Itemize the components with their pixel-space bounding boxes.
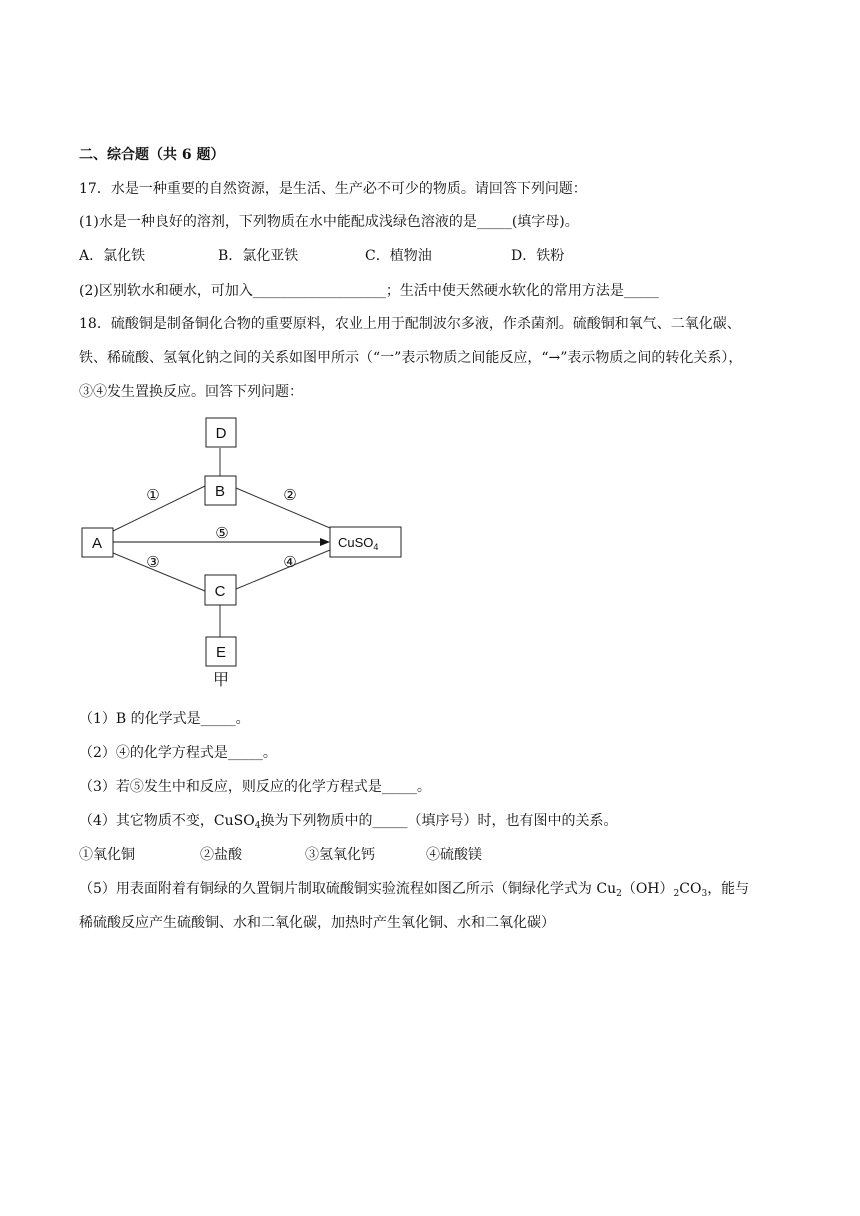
edge-label-1: ① (146, 487, 160, 504)
q18-sub5-subscript-2: 2 (673, 889, 680, 899)
node-d-label: D (215, 425, 227, 442)
q17-option-d: D．铁粉 (511, 248, 565, 264)
q18-sub4-post: 换为下列物质中的_____（填序号）时，也有图中的关系。 (260, 813, 618, 829)
q18-sub5-subscript-1: 2 (616, 889, 622, 899)
node-e (206, 637, 236, 666)
q18-option-2: ②盐酸 (200, 847, 242, 863)
node-d (206, 418, 236, 447)
q18-option-3: ③氢氧化钙 (305, 847, 375, 863)
q17-part1: (1)水是一种良好的溶剂，下列物质在水中能配成浅绿色溶液的是_____(填字母)。 (79, 214, 579, 230)
edge-label-2: ② (283, 487, 297, 504)
q18-sub5-post: CO (679, 881, 702, 897)
q18-sub3: （3）若⑤发生中和反应，则反应的化学方程式是_____。 (79, 779, 431, 795)
q18-option-1: ①氧化铜 (79, 847, 135, 863)
q18-sub4-pre: （4）其它物质不变， (79, 813, 214, 829)
svg-text:CuSO4 (338, 535, 378, 552)
edge-label-4: ④ (283, 554, 297, 571)
q18-sub1: （1）B 的化学式是_____。 (79, 711, 250, 727)
q18-stem-line2: 铁、稀硫酸、氢氧化钠之间的关系如图甲所示（“一”表示物质之间能反应，“→”表示物质之间的转化关系）， (79, 350, 743, 366)
q18-sub5-pre: （5）用表面附着有铜绿的久置铜片制取硫酸铜实验流程如图乙所示（铜绿化学式为 Cu (79, 881, 617, 897)
node-e-label: E (215, 644, 227, 661)
node-cuso4-label: CuSO (338, 535, 374, 550)
q18-sub2: （2）④的化学方程式是_____。 (79, 745, 277, 761)
q18-sub4 (79, 811, 617, 831)
q17-option-c: C．植物油 (365, 248, 432, 264)
q18-sub4-formula-subscript: 4 (254, 821, 261, 831)
node-c (205, 575, 236, 605)
section-title: 二、综合题（共 6 题） (79, 147, 225, 163)
q18-sub5-end: ，能与 (707, 881, 750, 897)
q17-option-b: B．氯化亚铁 (218, 248, 299, 264)
node-b (205, 476, 236, 505)
q18-sub4-formula: CuSO (213, 813, 255, 829)
q17-part2: (2)区别软水和硬水，可加入___________________；生活中使天然硬水软化的常用方法是_____ (79, 283, 659, 299)
q18-sub5-subscript-3: 3 (701, 889, 708, 899)
diagram-caption: 甲 (212, 672, 230, 689)
node-a-label: A (91, 535, 103, 552)
node-cuso4 (330, 527, 401, 557)
q18-stem-line1: 18．硫酸铜是制备铜化合物的重要原料，农业上用于配制波尔多液，作杀菌剂。硫酸铜和氧气、二氧化碳、 (79, 316, 741, 332)
q18-option-4: ④硫酸镁 (426, 847, 482, 863)
node-b-label: B (214, 483, 226, 500)
q18-sub5-line1 (79, 879, 749, 899)
q18-sub5-line2: 稀硫酸反应产生硫酸铜、水和二氧化碳，加热时产生氧化铜、水和二氧化碳） (79, 915, 555, 931)
node-a (82, 528, 113, 557)
edge-label-3: ③ (146, 554, 160, 571)
edge-label-5: ⑤ (215, 525, 229, 542)
q17-stem: 17．水是一种重要的自然资源，是生活、生产必不可少的物质。请回答下列问题： (79, 181, 587, 197)
q18-sub5-mid: （OH） (621, 881, 674, 897)
q17-option-a: A．氯化铁 (79, 248, 146, 264)
node-cuso4-subscript: 4 (373, 542, 379, 552)
node-c-label: C (214, 583, 226, 600)
q18-stem-line3: ③④发生置换反应。回答下列问题： (79, 384, 303, 400)
